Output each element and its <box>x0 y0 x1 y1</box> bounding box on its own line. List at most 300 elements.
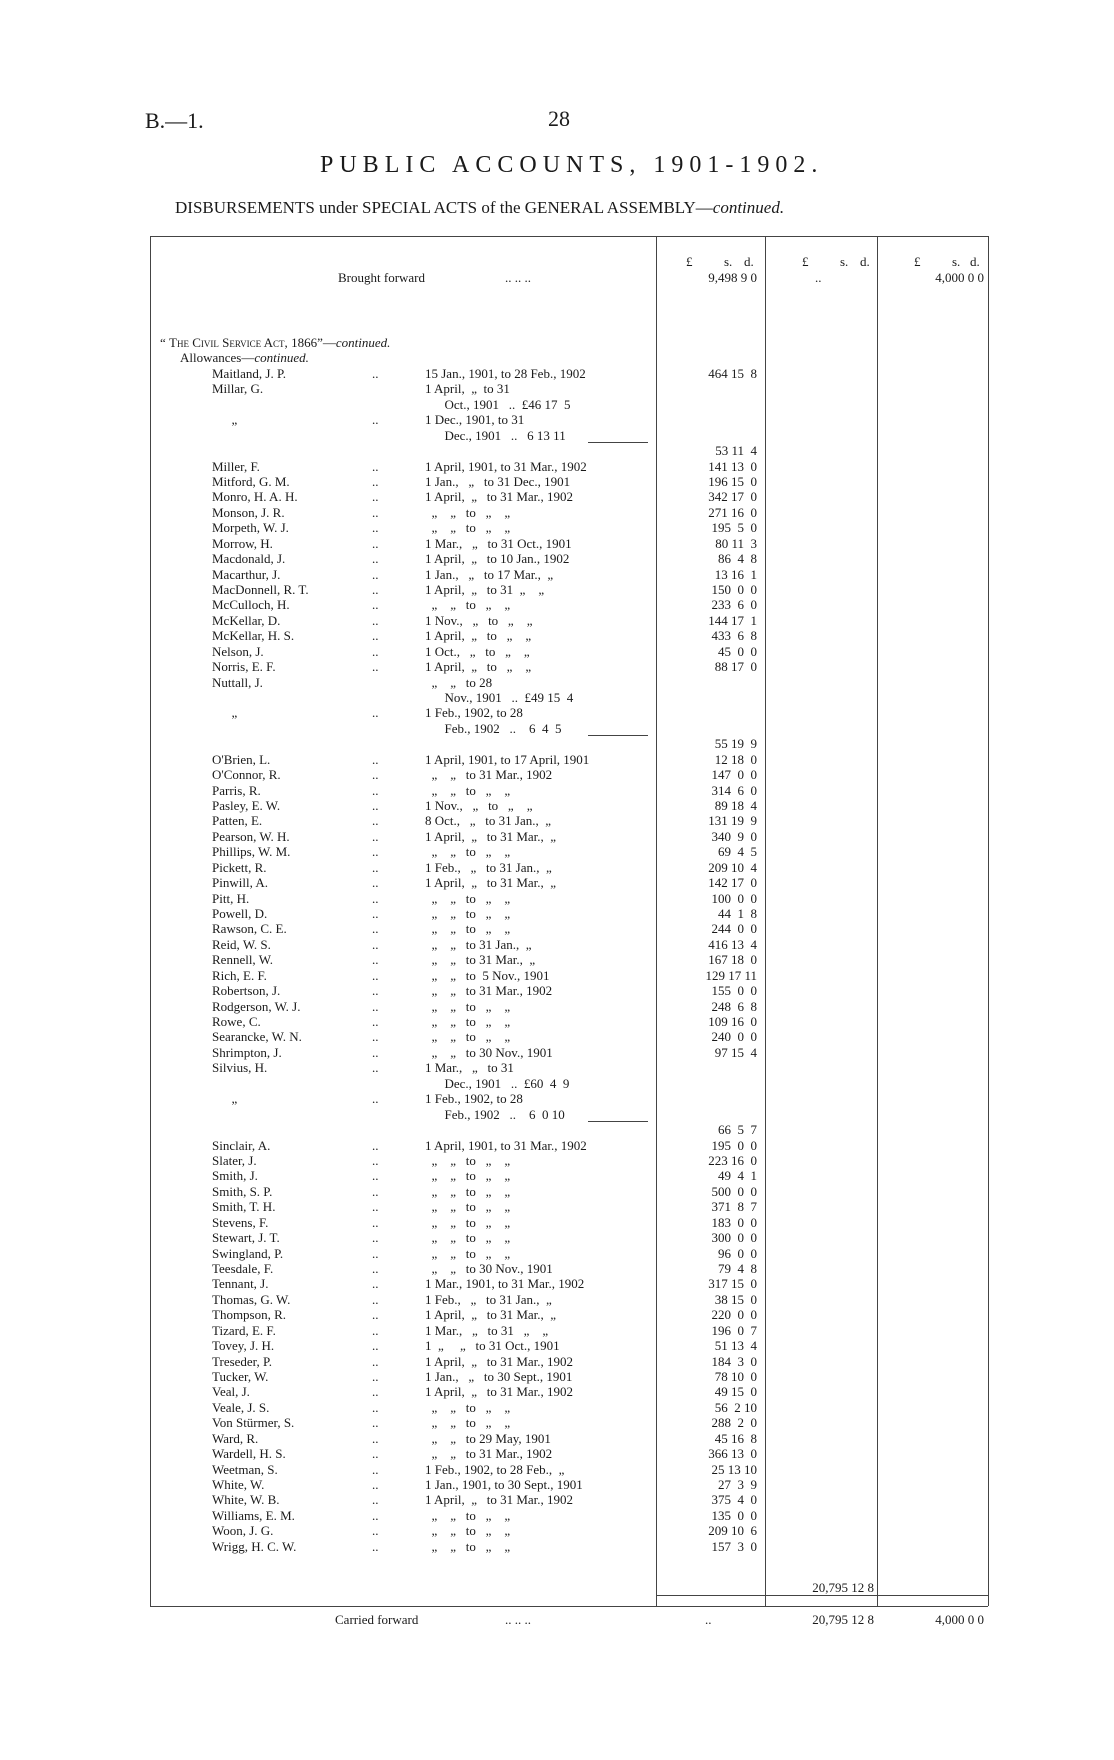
row-amount: 131 19 9 <box>708 813 757 829</box>
row-period: 1 April, „ to 31 Mar., „ <box>425 875 557 891</box>
row-name: White, W. <box>212 1476 265 1492</box>
row-period: 1 Dec., 1901, to 31 <box>425 412 525 428</box>
table-row <box>0 1276 1114 1291</box>
row-amount: 223 16 0 <box>708 1152 757 1168</box>
row-dots: .. <box>372 936 379 952</box>
row-dots: .. <box>372 1492 379 1508</box>
row-dots: .. <box>372 875 379 891</box>
row-name: Tucker, W. <box>212 1368 269 1384</box>
table-row <box>0 536 1114 551</box>
table-row <box>0 1076 1114 1091</box>
row-period: 1 April, 1901, to 17 April, 1901 <box>425 751 590 767</box>
row-name: Nelson, J. <box>212 643 264 659</box>
row-dots: .. <box>372 458 379 474</box>
subtitle-continued: continued. <box>712 198 785 217</box>
row-dots: .. <box>372 520 379 536</box>
row-dots: .. <box>372 1538 379 1554</box>
row-amount: 27 3 9 <box>718 1476 757 1492</box>
brought-forward-col3: 4,000 0 0 <box>935 270 984 285</box>
col2-shillings-header: s. <box>840 254 849 269</box>
row-amount: 155 0 0 <box>711 983 757 999</box>
row-amount: 25 13 10 <box>711 1461 757 1477</box>
page-number: 28 <box>548 106 570 131</box>
row-amount: 69 4 5 <box>718 844 757 860</box>
row-period: 1 Oct., „ to „ „ <box>425 643 530 659</box>
row-name: Pickett, R. <box>212 859 267 875</box>
table-row <box>0 1014 1114 1029</box>
row-dots: .. <box>372 628 379 644</box>
row-dots: .. <box>372 474 379 489</box>
table-top-rule <box>150 236 988 237</box>
row-name: Rennell, W. <box>212 952 274 968</box>
row-name: Slater, J. <box>212 1152 257 1168</box>
row-name: Ward, R. <box>212 1430 259 1446</box>
table-row <box>0 366 1114 381</box>
row-dots: .. <box>372 1399 379 1415</box>
col1-shillings-header: s. <box>724 254 733 269</box>
row-name: McCulloch, H. <box>212 597 290 613</box>
table-row <box>0 644 1114 659</box>
row-amount: 340 9 0 <box>711 828 757 844</box>
row-name: McKellar, D. <box>212 612 281 628</box>
row-period: „ „ to „ „ <box>425 1245 511 1261</box>
row-dots: .. <box>372 1168 379 1184</box>
row-amount: 141 13 0 <box>708 458 757 474</box>
row-amount: 86 4 8 <box>718 551 757 567</box>
row-amount: 196 15 0 <box>708 474 757 489</box>
row-name: Thompson, R. <box>212 1307 287 1323</box>
row-period: 1 April, „ to „ „ <box>425 659 532 675</box>
row-dots: .. <box>372 612 379 628</box>
row-name: Weetman, S. <box>212 1461 278 1477</box>
row-dots: .. <box>372 1446 379 1462</box>
table-row <box>0 983 1114 998</box>
table-row <box>0 474 1114 489</box>
row-dots: .. <box>372 1276 379 1292</box>
table-row <box>0 829 1114 844</box>
table-row <box>0 906 1114 921</box>
row-period: „ „ to „ „ <box>425 906 511 922</box>
row-amount: 500 0 0 <box>711 1183 757 1199</box>
row-period: „ „ to 5 Nov., 1901 <box>425 967 550 983</box>
row-dots: .. <box>372 659 379 675</box>
carried-forward-col1: .. <box>705 1612 712 1627</box>
table-row <box>0 1477 1114 1492</box>
row-dots: .. <box>372 489 379 505</box>
row-dots: .. <box>372 798 379 814</box>
carried-forward-rule <box>656 1595 988 1596</box>
row-dots: .. <box>372 1199 379 1215</box>
row-dots: .. <box>372 551 379 567</box>
carried-forward-label: Carried forward <box>335 1612 419 1627</box>
row-amount: 66 5 7 <box>718 1122 757 1138</box>
row-amount: 49 15 0 <box>714 1384 757 1400</box>
row-period: 1 Jan., 1901, to 30 Sept., 1901 <box>425 1476 583 1492</box>
row-dots: .. <box>372 504 379 520</box>
row-period: „ „ to „ „ <box>425 1014 511 1030</box>
row-amount: 195 5 0 <box>711 520 757 536</box>
row-name: Tizard, E. F. <box>212 1322 276 1338</box>
allowances-label: Allowances— <box>180 350 255 365</box>
row-name: Smith, T. H. <box>212 1199 276 1215</box>
table-row <box>0 582 1114 597</box>
row-period: Feb., 1902 .. 6 0 10 <box>425 1106 565 1122</box>
table-row <box>0 1462 1114 1477</box>
row-period: 1 Jan., „ to 30 Sept., 1901 <box>425 1368 573 1384</box>
row-dots: .. <box>372 1430 379 1446</box>
row-name: Robertson, J. <box>212 983 281 999</box>
row-amount: 244 0 0 <box>711 921 757 937</box>
row-dots: .. <box>372 1029 379 1045</box>
row-dots: .. <box>372 1291 379 1307</box>
col3-pounds-header: £ <box>914 254 921 269</box>
table-row <box>0 690 1114 705</box>
act-year: 1866”— <box>287 335 336 350</box>
row-dots: .. <box>372 1384 379 1400</box>
row-period: 1 Feb., 1902, to 28 Feb., „ <box>425 1461 565 1477</box>
row-period: „ „ to „ „ <box>425 890 511 906</box>
brought-forward-label: Brought forward <box>338 270 426 285</box>
row-name: Searancke, W. N. <box>212 1029 302 1045</box>
row-period: 1 April, 1901, to 31 Mar., 1902 <box>425 1137 587 1153</box>
row-name: Von Stürmer, S. <box>212 1415 295 1431</box>
row-amount: 79 4 8 <box>718 1260 757 1276</box>
row-dots: .. <box>372 597 379 613</box>
row-period: „ „ to „ „ <box>425 1152 511 1168</box>
row-dots: .. <box>372 828 379 844</box>
row-amount: 100 0 0 <box>711 890 757 906</box>
row-amount: 49 4 1 <box>718 1168 757 1184</box>
table-row <box>0 505 1114 520</box>
table-row <box>0 1338 1114 1353</box>
row-name: Pasley, E. W. <box>212 798 281 814</box>
brought-forward-col1: 9,498 9 0 <box>708 270 757 285</box>
row-dots: .. <box>372 1152 379 1168</box>
brought-forward-row <box>0 270 1114 285</box>
row-amount: 56 2 10 <box>714 1399 757 1415</box>
table-row <box>0 567 1114 582</box>
row-name: Nuttall, J. <box>212 674 263 690</box>
row-name: Monson, J. R. <box>212 504 285 520</box>
row-amount: 147 0 0 <box>711 767 757 783</box>
row-period: 1 April, 1901, to 31 Mar., 1902 <box>425 458 587 474</box>
row-period: „ „ to 31 Mar., 1902 <box>425 767 553 783</box>
table-row <box>0 1323 1114 1338</box>
row-period: Nov., 1901 .. £49 15 4 <box>425 690 574 706</box>
row-period: 1 April, „ to 31 Mar., 1902 <box>425 1492 574 1508</box>
row-name: Stevens, F. <box>212 1214 269 1230</box>
table-row <box>0 659 1114 674</box>
row-dots: .. <box>372 1338 379 1354</box>
row-dots: .. <box>372 1368 379 1384</box>
row-period: Oct., 1901 .. £46 17 5 <box>425 396 571 412</box>
row-amount: 342 17 0 <box>708 489 757 505</box>
row-period: „ „ to „ „ <box>425 504 511 520</box>
row-dots: .. <box>372 1060 379 1076</box>
row-name: Morpeth, W. J. <box>212 520 289 536</box>
row-name: Rawson, C. E. <box>212 921 287 937</box>
row-dots: .. <box>372 643 379 659</box>
table-row <box>0 891 1114 906</box>
row-name: Thomas, G. W. <box>212 1291 291 1307</box>
row-period: 1 April, „ to „ „ <box>425 628 532 644</box>
row-dots: .. <box>372 890 379 906</box>
row-dots: .. <box>372 998 379 1014</box>
row-name: Swingland, P. <box>212 1245 284 1261</box>
table-row <box>0 968 1114 983</box>
row-period: 1 April, „ to 31 Mar., „ <box>425 828 557 844</box>
row-dots: .. <box>372 1183 379 1199</box>
row-dots: .. <box>372 1322 379 1338</box>
table-row <box>0 1045 1114 1060</box>
row-amount: 317 15 0 <box>708 1276 757 1292</box>
row-name: Norris, E. F. <box>212 659 276 675</box>
row-name: Rich, E. F. <box>212 967 267 983</box>
row-period: 1 Feb., „ to 31 Jan., „ <box>425 1291 552 1307</box>
row-name: Wardell, H. S. <box>212 1446 286 1462</box>
table-row <box>0 1091 1114 1106</box>
row-amount: 38 15 0 <box>714 1291 757 1307</box>
row-name: Mitford, G. M. <box>212 474 290 489</box>
col2-pence-header: d. <box>860 254 870 269</box>
table-row <box>0 752 1114 767</box>
table-row <box>0 412 1114 427</box>
row-name: „ <box>212 412 238 428</box>
row-name: Pearson, W. H. <box>212 828 290 844</box>
row-amount: 13 16 1 <box>714 566 757 582</box>
row-dots: .. <box>372 1137 379 1153</box>
row-amount: 88 17 0 <box>714 659 757 675</box>
table-row <box>0 921 1114 936</box>
row-dots: .. <box>372 1507 379 1523</box>
table-row <box>0 1246 1114 1261</box>
table-row <box>0 1508 1114 1523</box>
row-name: Macdonald, J. <box>212 551 286 567</box>
row-amount: 55 19 9 <box>714 736 757 752</box>
row-name: O'Connor, R. <box>212 767 281 783</box>
table-row <box>0 1107 1114 1122</box>
row-amount: 271 16 0 <box>708 504 757 520</box>
row-dots: .. <box>372 1014 379 1030</box>
row-period: Feb., 1902 .. 6 4 5 <box>425 720 562 736</box>
row-name: MacDonnell, R. T. <box>212 582 309 598</box>
row-amount: 150 0 0 <box>711 582 757 598</box>
table-row <box>0 675 1114 690</box>
table-row <box>0 860 1114 875</box>
row-amount: 184 3 0 <box>711 1353 757 1369</box>
row-amount: 89 18 4 <box>714 798 757 814</box>
row-amount: 44 1 8 <box>718 906 757 922</box>
row-period: 1 Mar., 1901, to 31 Mar., 1902 <box>425 1276 585 1292</box>
table-row <box>0 1523 1114 1538</box>
row-name: Phillips, W. M. <box>212 844 291 860</box>
row-dots: .. <box>372 813 379 829</box>
row-period: „ „ to „ „ <box>425 1415 511 1431</box>
row-name: Silvius, H. <box>212 1060 268 1076</box>
row-period: 15 Jan., 1901, to 28 Feb., 1902 <box>425 366 586 381</box>
row-amount: 366 13 0 <box>708 1446 757 1462</box>
col2-pounds-header: £ <box>802 254 809 269</box>
table-row <box>0 1168 1114 1183</box>
row-period: „ „ to 30 Nov., 1901 <box>425 1260 553 1276</box>
row-name: Tennant, J. <box>212 1276 269 1292</box>
table-row <box>0 1230 1114 1245</box>
row-amount: 96 0 0 <box>718 1245 757 1261</box>
table-row <box>0 381 1114 396</box>
row-period: 1 April, „ to 31 Mar., 1902 <box>425 1384 574 1400</box>
act-name: The Civil Service Act, <box>169 335 288 350</box>
row-dots: .. <box>372 1091 379 1107</box>
table-row <box>0 813 1114 828</box>
row-name: „ <box>212 1091 238 1107</box>
table-row <box>0 736 1114 751</box>
table-row <box>0 1060 1114 1075</box>
row-period: „ „ to „ „ <box>425 520 511 536</box>
row-name: Macarthur, J. <box>212 566 281 582</box>
row-dots: .. <box>372 751 379 767</box>
row-name: Smith, J. <box>212 1168 258 1184</box>
row-amount: 129 17 11 <box>705 967 757 983</box>
carried-forward-dots: .. .. .. <box>505 1612 531 1627</box>
row-amount: 135 0 0 <box>711 1507 757 1523</box>
row-period: 8 Oct., „ to 31 Jan., „ <box>425 813 552 829</box>
row-amount: 97 15 4 <box>714 1044 757 1060</box>
row-period: Dec., 1901 .. 6 13 11 <box>425 427 566 443</box>
row-amount: 80 11 3 <box>715 535 757 551</box>
table-row <box>0 1492 1114 1507</box>
row-dots: .. <box>372 366 379 381</box>
row-period: 1 April, „ to 31 Mar., 1902 <box>425 489 574 505</box>
row-name: Veal, J. <box>212 1384 250 1400</box>
subtotal-col2: 20,795 12 8 <box>812 1580 874 1595</box>
page-title: PUBLIC ACCOUNTS, 1901-1902. <box>320 152 824 178</box>
row-dots: .. <box>372 1214 379 1230</box>
row-period: 1 Feb., „ to 31 Jan., „ <box>425 859 552 875</box>
row-period: Dec., 1901 .. £60 4 9 <box>425 1075 570 1091</box>
row-amount: 183 0 0 <box>711 1214 757 1230</box>
table-row <box>0 1029 1114 1044</box>
table-row <box>0 1261 1114 1276</box>
carried-forward-col2: 20,795 12 8 <box>812 1612 874 1627</box>
row-amount: 209 10 4 <box>708 859 757 875</box>
row-dots: .. <box>372 1245 379 1261</box>
subtotal-row <box>0 1580 1114 1595</box>
row-dots: .. <box>372 844 379 860</box>
table-row <box>0 1199 1114 1214</box>
row-period: „ „ to „ „ <box>425 782 511 798</box>
table-row <box>0 937 1114 952</box>
row-amount: 433 6 8 <box>711 628 757 644</box>
row-dots: .. <box>372 535 379 551</box>
row-amount: 300 0 0 <box>711 1230 757 1246</box>
row-name: Williams, E. M. <box>212 1507 295 1523</box>
row-period: 1 April, „ to 31 Mar., „ <box>425 1307 557 1323</box>
row-name: Smith, S. P. <box>212 1183 273 1199</box>
table-row <box>0 767 1114 782</box>
row-dots: .. <box>372 921 379 937</box>
table-row <box>0 1446 1114 1461</box>
row-period: 1 Mar., „ to 31 „ „ <box>425 1322 549 1338</box>
table-row <box>0 783 1114 798</box>
row-amount: 240 0 0 <box>711 1029 757 1045</box>
row-period: „ „ to „ „ <box>425 1507 511 1523</box>
table-row <box>0 1384 1114 1399</box>
carried-forward-col3: 4,000 0 0 <box>935 1612 984 1627</box>
row-period: „ „ to „ „ <box>425 1214 511 1230</box>
row-amount: 375 4 0 <box>711 1492 757 1508</box>
row-name: Pinwill, A. <box>212 875 268 891</box>
row-period: „ „ to 31 Mar., 1902 <box>425 1446 553 1462</box>
row-name: Reid, W. S. <box>212 936 271 952</box>
row-dots: .. <box>372 1230 379 1246</box>
table-row <box>0 1369 1114 1384</box>
row-amount: 142 17 0 <box>708 875 757 891</box>
row-dots: .. <box>372 767 379 783</box>
row-name: Millar, G. <box>212 381 264 397</box>
row-dots: .. <box>372 1523 379 1539</box>
row-name: Morrow, H. <box>212 535 273 551</box>
row-name: Pitt, H. <box>212 890 250 906</box>
table-row <box>0 844 1114 859</box>
row-name: O'Brien, L. <box>212 751 271 767</box>
row-name: Tovey, J. H. <box>212 1338 275 1354</box>
row-amount: 464 15 8 <box>708 366 757 381</box>
row-period: „ „ to „ „ <box>425 1029 511 1045</box>
row-name: Miller, F. <box>212 458 260 474</box>
row-amount: 288 2 0 <box>711 1415 757 1431</box>
row-dots: .. <box>372 582 379 598</box>
row-dots: .. <box>372 1353 379 1369</box>
act-open-quote: “ <box>160 335 170 350</box>
table-row <box>0 875 1114 890</box>
table-row <box>0 721 1114 736</box>
row-period: 1 April, „ to 31 <box>425 381 510 397</box>
row-dots: .. <box>372 705 379 721</box>
row-period: „ „ to „ „ <box>425 1199 511 1215</box>
table-row <box>0 999 1114 1014</box>
row-amount: 220 0 0 <box>711 1307 757 1323</box>
row-dots: .. <box>372 952 379 968</box>
row-name: Monro, H. A. H. <box>212 489 298 505</box>
row-dots: .. <box>372 983 379 999</box>
allowances-continued: continued. <box>254 350 309 365</box>
row-period: „ „ to „ „ <box>425 597 511 613</box>
row-period: „ „ to 31 Jan., „ <box>425 936 532 952</box>
row-period: 1 Mar., „ to 31 <box>425 1060 514 1076</box>
page-reference: B.—1. <box>145 108 204 133</box>
act-heading <box>160 335 390 351</box>
table-row <box>0 628 1114 643</box>
table-row <box>0 459 1114 474</box>
row-period: „ „ to „ „ <box>425 998 511 1014</box>
row-period: 1 Feb., 1902, to 28 <box>425 705 523 721</box>
table-row <box>0 1539 1114 1554</box>
row-period: „ „ to 31 Mar., „ <box>425 952 536 968</box>
table-row <box>0 798 1114 813</box>
row-period: 1 Jan., „ to 31 Dec., 1901 <box>425 474 571 489</box>
table-row <box>0 1400 1114 1415</box>
row-period: „ „ to „ „ <box>425 844 511 860</box>
row-dots: .. <box>372 1307 379 1323</box>
row-name: Woon, J. G. <box>212 1523 274 1539</box>
row-name: Rowe, C. <box>212 1014 261 1030</box>
table-row <box>0 705 1114 720</box>
row-amount: 314 6 0 <box>711 782 757 798</box>
row-period: 1 April, „ to 31 „ „ <box>425 582 545 598</box>
row-amount: 416 13 4 <box>708 936 757 952</box>
row-dots: .. <box>372 566 379 582</box>
row-dots: .. <box>372 1461 379 1477</box>
